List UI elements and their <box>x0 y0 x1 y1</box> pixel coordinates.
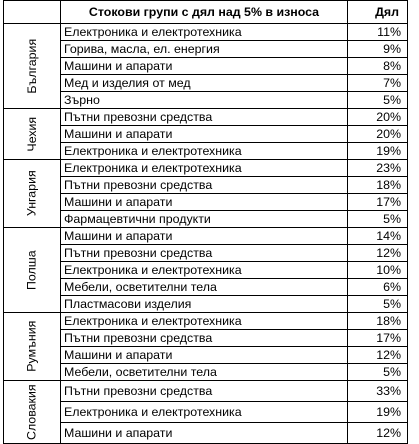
country-cell <box>4 24 61 109</box>
table-row <box>4 364 408 381</box>
product-cell: Електроника и електротехника <box>61 262 348 279</box>
header-row <box>4 1 408 24</box>
header-share: Дял <box>348 1 408 24</box>
share-cell: 17% <box>348 330 408 347</box>
share-cell: 17% <box>348 194 408 211</box>
country-label: Унгария <box>24 170 39 217</box>
table-row <box>4 313 408 330</box>
table-row <box>4 279 408 296</box>
table-row <box>4 24 408 41</box>
product-cell: Пътни превозни средства <box>61 245 348 262</box>
product-cell: Електроника и електротехника <box>61 313 348 330</box>
table-row <box>4 381 408 402</box>
product-cell: Машини и апарати <box>61 194 348 211</box>
table-row <box>4 347 408 364</box>
table-row <box>4 143 408 160</box>
share-cell: 33% <box>348 381 408 402</box>
share-cell: 12% <box>348 423 408 444</box>
share-cell: 5% <box>348 92 408 109</box>
product-cell: Фармацевтични продукти <box>61 211 348 228</box>
share-cell: 5% <box>348 364 408 381</box>
table-row <box>4 330 408 347</box>
product-cell: Електроника и електротехника <box>61 143 348 160</box>
share-cell: 5% <box>348 296 408 313</box>
table-row <box>4 402 408 423</box>
export-share-table <box>3 0 408 444</box>
product-cell: Пластмасови изделия <box>61 296 348 313</box>
share-cell: 18% <box>348 313 408 330</box>
country-label: България <box>24 38 39 94</box>
share-cell: 23% <box>348 160 408 177</box>
product-cell: Машини и апарати <box>61 58 348 75</box>
table-row <box>4 177 408 194</box>
product-cell: Машини и апарати <box>61 126 348 143</box>
share-cell: 20% <box>348 126 408 143</box>
country-cell <box>4 381 61 444</box>
table-row <box>4 41 408 58</box>
country-cell <box>4 313 61 381</box>
country-cell <box>4 160 61 228</box>
product-cell: Машини и апарати <box>61 228 348 245</box>
share-cell: 5% <box>348 211 408 228</box>
product-cell: Машини и апарати <box>61 423 348 444</box>
product-cell: Електроника и електротехника <box>61 160 348 177</box>
share-cell: 12% <box>348 347 408 364</box>
share-cell: 12% <box>348 245 408 262</box>
product-cell: Електроника и електротехника <box>61 402 348 423</box>
product-cell: Пътни превозни средства <box>61 330 348 347</box>
product-cell: Пътни превозни средства <box>61 109 348 126</box>
country-label: Словакия <box>24 384 39 440</box>
product-cell: Машини и апарати <box>61 347 348 364</box>
product-cell: Мед и изделия от мед <box>61 75 348 92</box>
header-country-cell <box>4 1 61 24</box>
table-row <box>4 194 408 211</box>
table-row <box>4 75 408 92</box>
table-row <box>4 58 408 75</box>
export-share-document <box>3 0 408 444</box>
share-cell: 18% <box>348 177 408 194</box>
header-product: Стокови групи с дял над 5% в износа <box>61 1 348 24</box>
product-cell: Мебели, осветителни тела <box>61 279 348 296</box>
table-row <box>4 92 408 109</box>
share-cell: 20% <box>348 109 408 126</box>
country-label: Полша <box>24 250 39 290</box>
table-row <box>4 211 408 228</box>
table-row <box>4 262 408 279</box>
table-row <box>4 109 408 126</box>
product-cell: Мебели, осветителни тела <box>61 364 348 381</box>
product-cell: Горива, масла, ел. енергия <box>61 41 348 58</box>
table-row <box>4 126 408 143</box>
table-row <box>4 228 408 245</box>
share-cell: 11% <box>348 24 408 41</box>
table-row <box>4 245 408 262</box>
table-row <box>4 296 408 313</box>
product-cell: Пътни превозни средства <box>61 381 348 402</box>
product-cell: Електроника и електротехника <box>61 24 348 41</box>
share-cell: 7% <box>348 75 408 92</box>
country-cell <box>4 228 61 313</box>
table-row <box>4 160 408 177</box>
share-cell: 19% <box>348 402 408 423</box>
country-label: Румъния <box>24 320 39 373</box>
product-cell: Зърно <box>61 92 348 109</box>
product-cell: Пътни превозни средства <box>61 177 348 194</box>
share-cell: 10% <box>348 262 408 279</box>
country-cell <box>4 109 61 160</box>
share-cell: 14% <box>348 228 408 245</box>
share-cell: 6% <box>348 279 408 296</box>
share-cell: 8% <box>348 58 408 75</box>
country-label: Чехия <box>24 116 39 152</box>
table-row <box>4 423 408 444</box>
share-cell: 19% <box>348 143 408 160</box>
share-cell: 9% <box>348 41 408 58</box>
